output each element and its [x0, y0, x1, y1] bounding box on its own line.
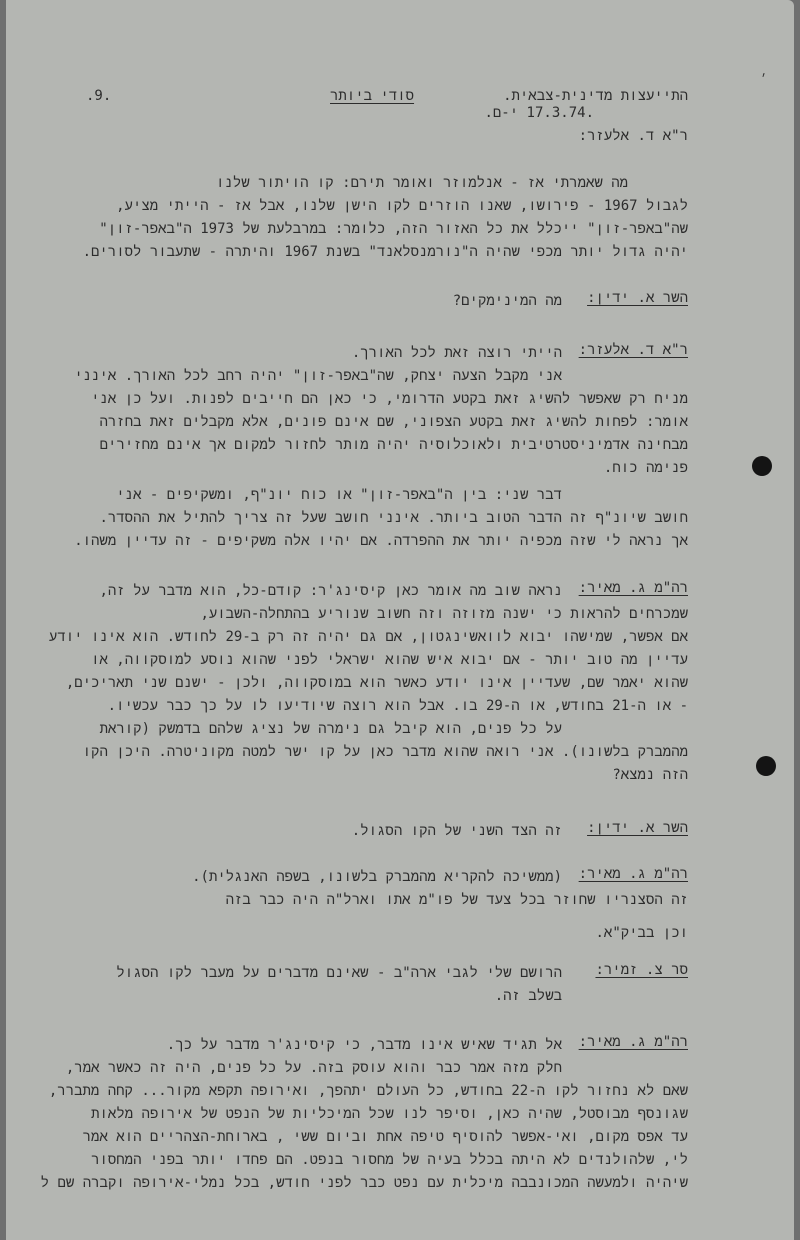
text-line: מה שאמרתי אז - אנלמוזר ואומר תירם: קו הויתור שלנו [216, 175, 628, 191]
document-page [6, 0, 794, 1240]
corner-mark: ׳ [760, 72, 768, 86]
text-line: אך נראה לי שזה מכפיה יותר את ההפרדה. אם יהיו אלה משקיפים - זה עדיין משהו. [74, 533, 688, 549]
speaker-label: רה"מ ג. מאיר: [578, 1034, 688, 1050]
text-line: אני מקבל הצעה יצחק, שה"באפר-זון" יהיה רחב לכל האורך. אינני [74, 368, 562, 384]
speech-text [68, 866, 688, 945]
speaker-label: השר א. ידין: [587, 290, 688, 306]
speaker-label: השר א. ידין: [587, 820, 688, 836]
text-line: וכן בביק"א. [595, 925, 688, 941]
text-line: נראה שוב מה אומר כאן קיסינג'ר: קודם-כל, הוא מדבר על זה, [99, 583, 562, 599]
speech-text [68, 342, 688, 480]
speech-text [48, 580, 688, 787]
text-line: עדיין מה טוב יותר - אם יבוא איש שהוא ישראלי לפני שהוא נוסע למוסקווה, או [91, 652, 688, 668]
text-line: דבר שני: בין ה"באפר-זון" או כוח יונ"ף, ומשקיפים - אני [116, 487, 562, 503]
classification-stamp: סודי ביותר [330, 88, 415, 104]
text-line: שמכרחים להראות כי ישנה מזוזה וזה חשוב שנוריע בהתחלה-השבוע, [200, 606, 688, 622]
text-line: שהוא יאמר שם, שעדיין אינו יודע כאשר הוא במוסקווה, ולכן - ישנם שני תאריכים, [65, 675, 688, 691]
text-line: חושב שיונ"ף זה הדבר הטוב ביותר. אינני חושב שעל זה צריך להתיל את ההסדר. [99, 510, 688, 526]
text-line: הרושם שלי לגבי ארה"ב - שאינם מדברים על מעבר לקו הסגול [116, 965, 562, 981]
text-line: זה הסצנריו שחוזר בכל צעד של פו"מ אתו וארל"ה היה כבר בזה [225, 892, 688, 908]
text-line: על כל פנים, הוא קיבל גם נימרה של נציג שלהם בדמשק (קוראת [99, 721, 562, 737]
text-line: לגבול 1967 - פירושו, שאנו הוזרים לקו הישן שלנו, אבל אז - הייתי מציע, [116, 198, 688, 214]
text-line: זה הצד השני של הקו הסגול. [351, 823, 562, 839]
text-line: יהיה גדול יותר מכפי שהיה ה"נורמנסלאנד" בשנת 1967 והיתרה - שתעבור לסורים. [82, 244, 688, 260]
text-line: אל תגיד שאיש אינו מדבר, כי קיסינג'ר מדבר על כך. [166, 1037, 562, 1053]
text-line: הייתי רוצה זאת לכל האורך. [351, 345, 562, 361]
text-line: אם אפשר, שמישהו יבוא לוואשינגטון, אם גם יהיה זה רק ב-29 לחודש. הוא אינו יודע [48, 629, 688, 645]
text-line: אומר: לפחות להשיג זאת בקטע הצפוני, שם אינם פונים, אלא מקבלים זאת בחזרה [99, 414, 688, 430]
speech-text [40, 1034, 688, 1195]
text-line: מניח רק שאפשר להשיג זאת בקטע הדרומי, כי כאן הם חייבים לפנות. ועל כן אני [91, 391, 688, 407]
speaker-label: רה"מ ג. מאיר: [578, 580, 688, 596]
punch-hole-bottom [756, 756, 776, 776]
speech-text [68, 962, 668, 1008]
text-line: שה"באפר-זון" ייכלל את כל האזור הזה, כלומר: במרבלעת של 1973 ה"באפר-זון" [99, 221, 688, 237]
text-line: פנימה כוח. [603, 460, 688, 476]
text-line: בשלב זה. [494, 988, 562, 1004]
text-line: הזה נמצא? [612, 767, 688, 783]
text-line: - או ה-21 בחודש, או ה-29 בו. אבל הוא רוצה שיודיעו לו על כך כבר עכשיו. [107, 698, 688, 714]
meeting-date: .17.3.74 י-ם. [484, 105, 594, 121]
text-line: שאם לא נחזור לקו ה-22 בחודש, כל העולם יתהפך, ואירופה תקפא מקור... קחה מתברר, [48, 1083, 688, 1099]
text-line: לי, שלהולנדים לא היתה בכלל בעיה של מחסור בנפט. הם פחדו יותר בפני המחסור [91, 1152, 688, 1168]
text-line: שגונסף מבוסטל, שהיה כאן, וסיפר לנו שכל המיכליות של הנפט של אירופה מלאות [91, 1106, 688, 1122]
text-line: שיהיה ולמעשה המכונבבה מיכלית עם נפט כבר לפני חודש, בכל נמלי-אירופה וקברה שם ל [40, 1175, 688, 1191]
speaker-label: סר צ. זמיר: [595, 962, 688, 978]
speaker-intro: ר"א ד. אלעזר: [578, 128, 688, 144]
speaker-label: ר"א ד. אלעזר: [578, 342, 688, 358]
meeting-title: התייעצות מדינית-צבאית. [503, 88, 688, 104]
punch-hole-top [752, 456, 772, 476]
text-line: מה המינימקים? [452, 293, 562, 309]
speaker-label: רה"מ ג. מאיר: [578, 866, 688, 882]
intro-paragraph [68, 172, 688, 264]
text-line: (ממשיכה להקריא מהמברק בלשונו, בשפה האנגלית). [192, 869, 562, 885]
text-line: חלק מזה אמר כבר והוא עוסק בזה. על כל פנים, היה זה כאשר אמר, [65, 1060, 562, 1076]
speech-text [68, 484, 688, 553]
speech-text [82, 820, 562, 843]
speech-text [82, 290, 562, 313]
text-line: מהמברק בלשונו). אני רואה שהוא מדבר כאן על קו ישר למטה מקוניטרה. היכן הקו [82, 744, 688, 760]
page-number: .9. [86, 88, 112, 104]
text-line: עד אפס מקום, ואי-אפשר להוסיף טיפה אחת וביום ששי , בארוחת-הצהריים הוא אמר [82, 1129, 688, 1145]
text-line: מבחינה אדמיניסטרטיבית ולאוכלוסיה יהיה מותר לחזור למקום אך אינם מחזירים [99, 437, 688, 453]
